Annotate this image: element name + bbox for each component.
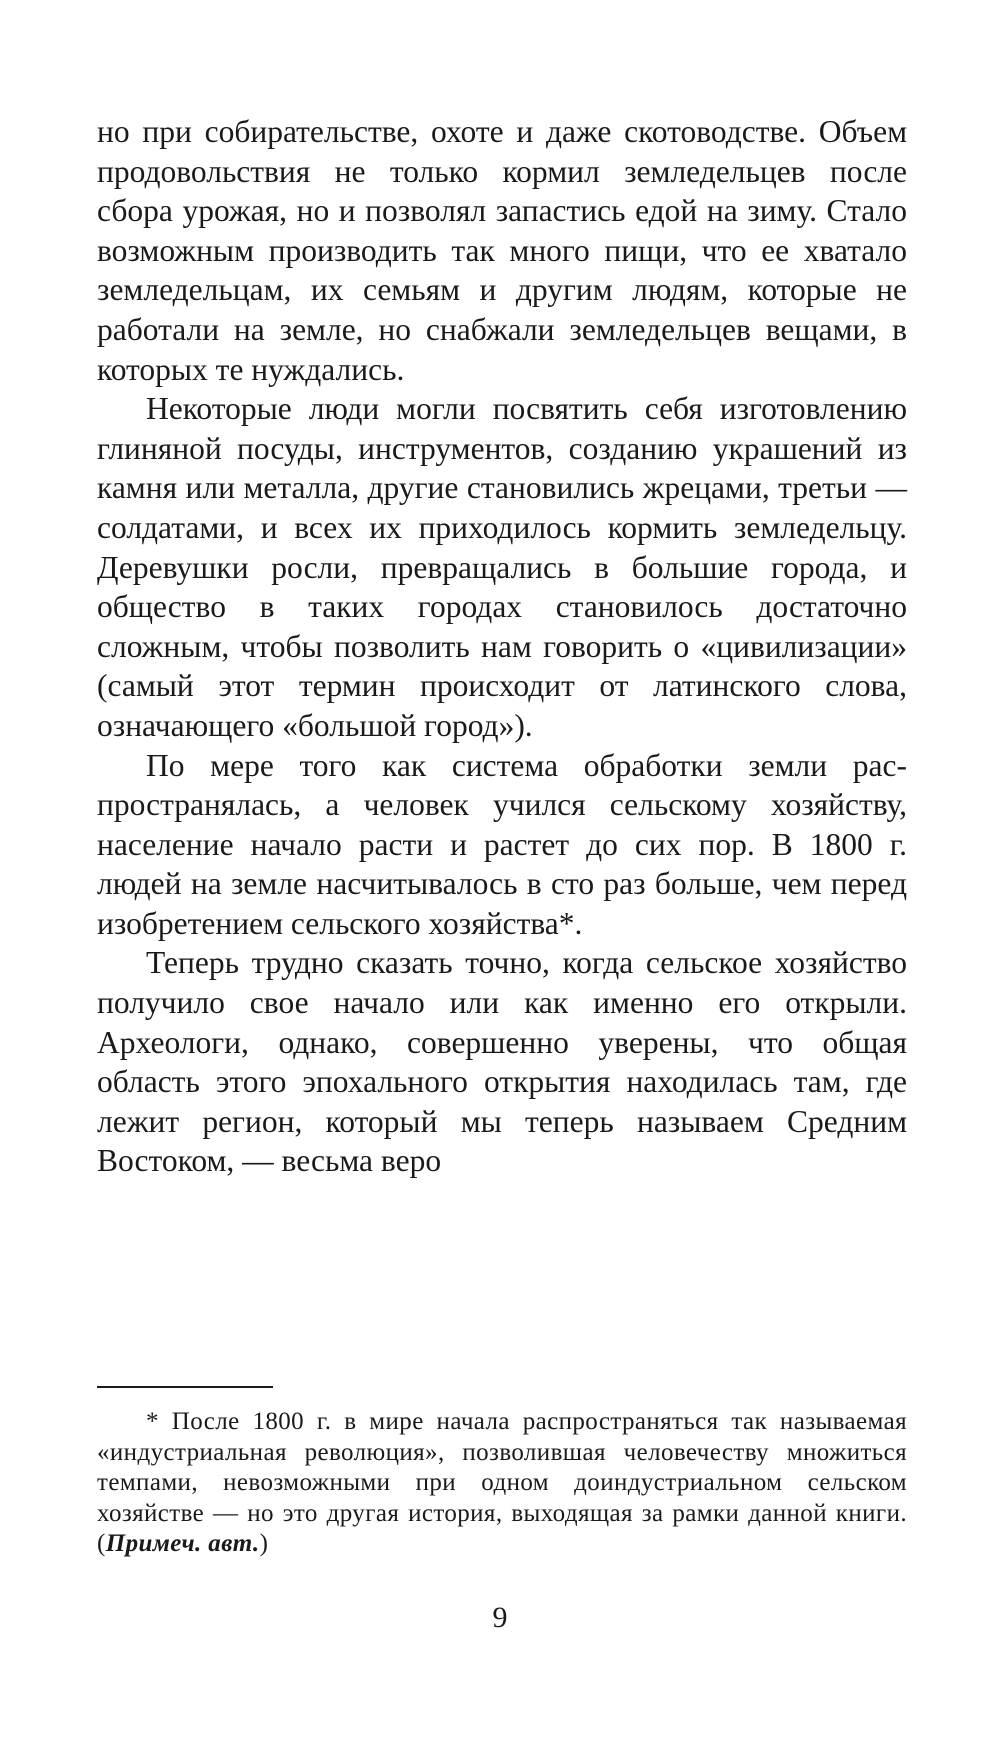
paragraph-2: Некоторые люди могли посвятить себя изготовлению глиняной посуды, инструментов, созданию украшений из камня или металла, другие становились жрецами, третьи — солдатами, и всех их приходилось кормить земледельцу. Деревушки росли, превращались в большие города, и общество в таких городах становилось достаточно сложным, чтобы позволить нам говорить о «цивилизации» (самый этот термин происходит от латинского слова, означающего «большой город»). — [97, 391, 907, 743]
footnote — [97, 1407, 907, 1560]
page-number: 9 — [492, 1601, 508, 1634]
paragraph-1: но при собирательстве, охоте и даже скотоводстве. Объем продовольствия не только кормил земледельцев после сбора урожая, но и позволял запастись едой на зиму. Стало возможным производить так много пищи, что ее хватало земледельцам, их семьям и другим людям, которые не работали на земле, но снабжали земледельцев вещами, в которых те нуждались. — [97, 114, 907, 387]
footnote-text: * После 1800 г. в мире начала распространяться так называемая «индустриальная революция», позволившая человечеству множиться темпами, невозможными при одном доиндустриальном сельском хозяйстве — но это другая история, выходящая за рамки данной книги. ( — [97, 1408, 907, 1557]
footnote-divider — [97, 1386, 273, 1388]
footnote-note-label: Примеч. авт. — [105, 1530, 260, 1557]
footnote-close: ) — [259, 1530, 269, 1557]
paragraph-3: По мере того как система обработки земли распространялась, а человек учился сельскому хозяйству, население начало расти и растет до сих пор. В 1800 г. людей на земле насчитывалось в сто раз больше, чем перед изобретением сельского хозяйства*. — [97, 747, 907, 941]
main-text — [97, 112, 907, 1181]
paragraph-4: Теперь трудно сказать точно, когда сельское хозяйство получило свое начало или как именно его открыли. Археологи, однако, совершенно уверены, что общая область этого эпохального открытия находилась там, где лежит регион, который мы теперь называем Средним Востоком, — весьма веро — [97, 945, 907, 1179]
